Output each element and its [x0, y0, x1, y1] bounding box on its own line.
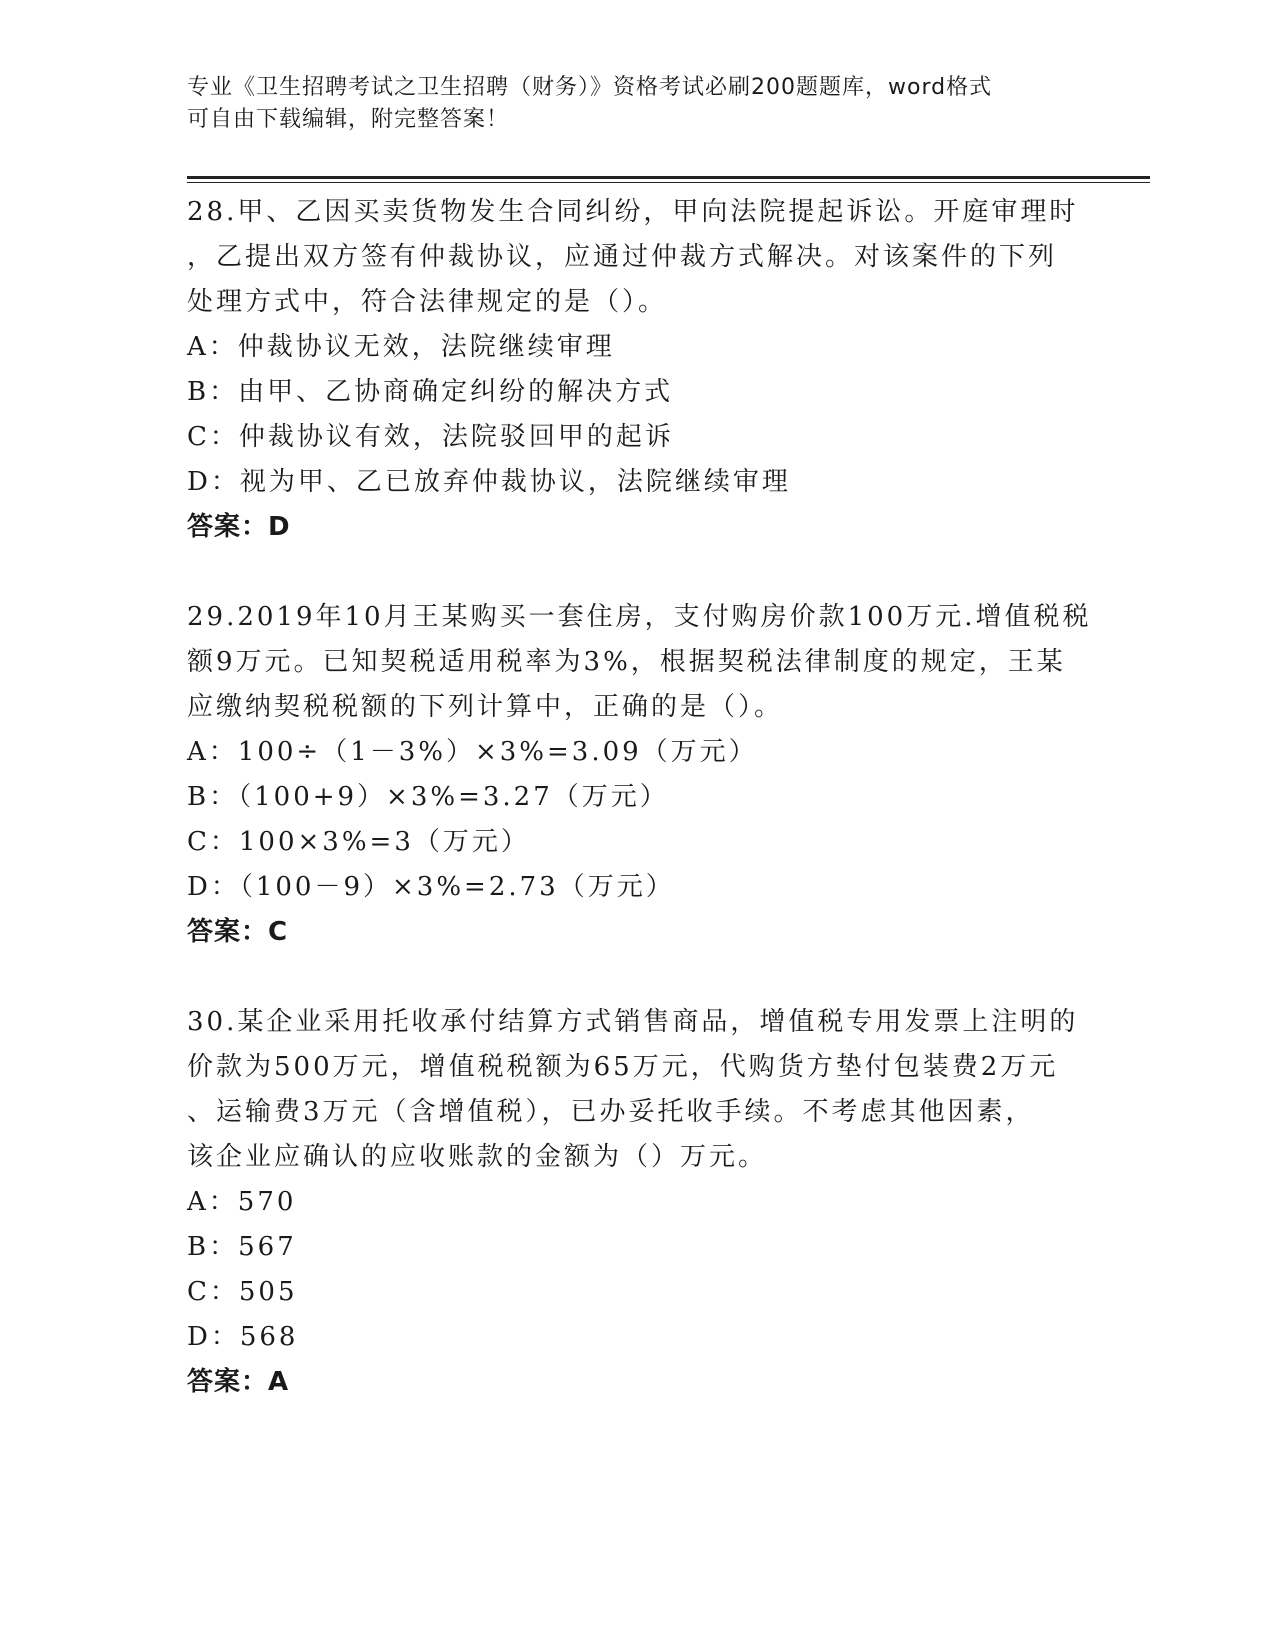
header-divider-thin — [187, 182, 1150, 183]
question-text-line: 处理方式中，符合法律规定的是（）。 — [187, 287, 668, 317]
question-text-line: 29.2019年10月王某购买一套住房，支付购房价款100万元.增值税税 — [187, 602, 1092, 632]
header-divider-thick — [187, 176, 1150, 179]
option-d: D：视为甲、乙已放弃仲裁协议，法院继续审理 — [187, 467, 791, 497]
option-a: A：570 — [187, 1187, 297, 1217]
header-line-1: 专业《卫生招聘考试之卫生招聘（财务）》资格考试必刷200题题库，word格式 — [187, 75, 993, 100]
spacer — [187, 550, 1087, 595]
question-29 — [187, 595, 1092, 955]
document-header — [187, 72, 1067, 136]
option-a: A：仲裁协议无效，法院继续审理 — [187, 332, 615, 362]
question-list — [187, 190, 1092, 1405]
option-d: D：（100－9）×3%=2.73（万元） — [187, 872, 675, 902]
spacer — [187, 955, 1087, 1000]
question-text-line: 价款为500万元，增值税税额为65万元，代购货方垫付包装费2万元 — [187, 1052, 1059, 1082]
option-b: B：567 — [187, 1232, 297, 1262]
question-text-line: 该企业应确认的应收账款的金额为（）万元。 — [187, 1142, 768, 1172]
answer-line: 答案：A — [187, 1367, 290, 1397]
option-c: C：505 — [187, 1277, 298, 1307]
question-text-line: 、运输费3万元（含增值税），已办妥托收手续。不考虑其他因素， — [187, 1097, 1035, 1127]
option-b: B：（100+9）×3%=3.27（万元） — [187, 782, 669, 812]
question-text-line: ，乙提出双方签有仲裁协议，应通过仲裁方式解决。对该案件的下列 — [187, 242, 1058, 272]
question-28 — [187, 190, 1087, 550]
question-text-line: 额9万元。已知契税适用税率为3%，根据契税法律制度的规定，王某 — [187, 647, 1066, 677]
question-text-line: 30.某企业采用托收承付结算方式销售商品，增值税专用发票上注明的 — [187, 1007, 1079, 1037]
question-30 — [187, 1000, 1087, 1405]
header-line-2: 可自由下载编辑，附完整答案！ — [187, 107, 510, 132]
answer-line: 答案：D — [187, 512, 291, 542]
option-d: D：568 — [187, 1322, 299, 1352]
option-a: A：100÷（1－3%）×3%=3.09（万元） — [187, 737, 758, 767]
question-text-line: 应缴纳契税税额的下列计算中，正确的是（）。 — [187, 692, 784, 722]
question-text-line: 28.甲、乙因买卖货物发生合同纠纷，甲向法院提起诉讼。开庭审理时 — [187, 197, 1079, 227]
option-c: C：100×3%=3（万元） — [187, 827, 530, 857]
answer-line: 答案：C — [187, 917, 289, 947]
option-b: B：由甲、乙协商确定纠纷的解决方式 — [187, 377, 674, 407]
option-c: C：仲裁协议有效，法院驳回甲的起诉 — [187, 422, 674, 452]
